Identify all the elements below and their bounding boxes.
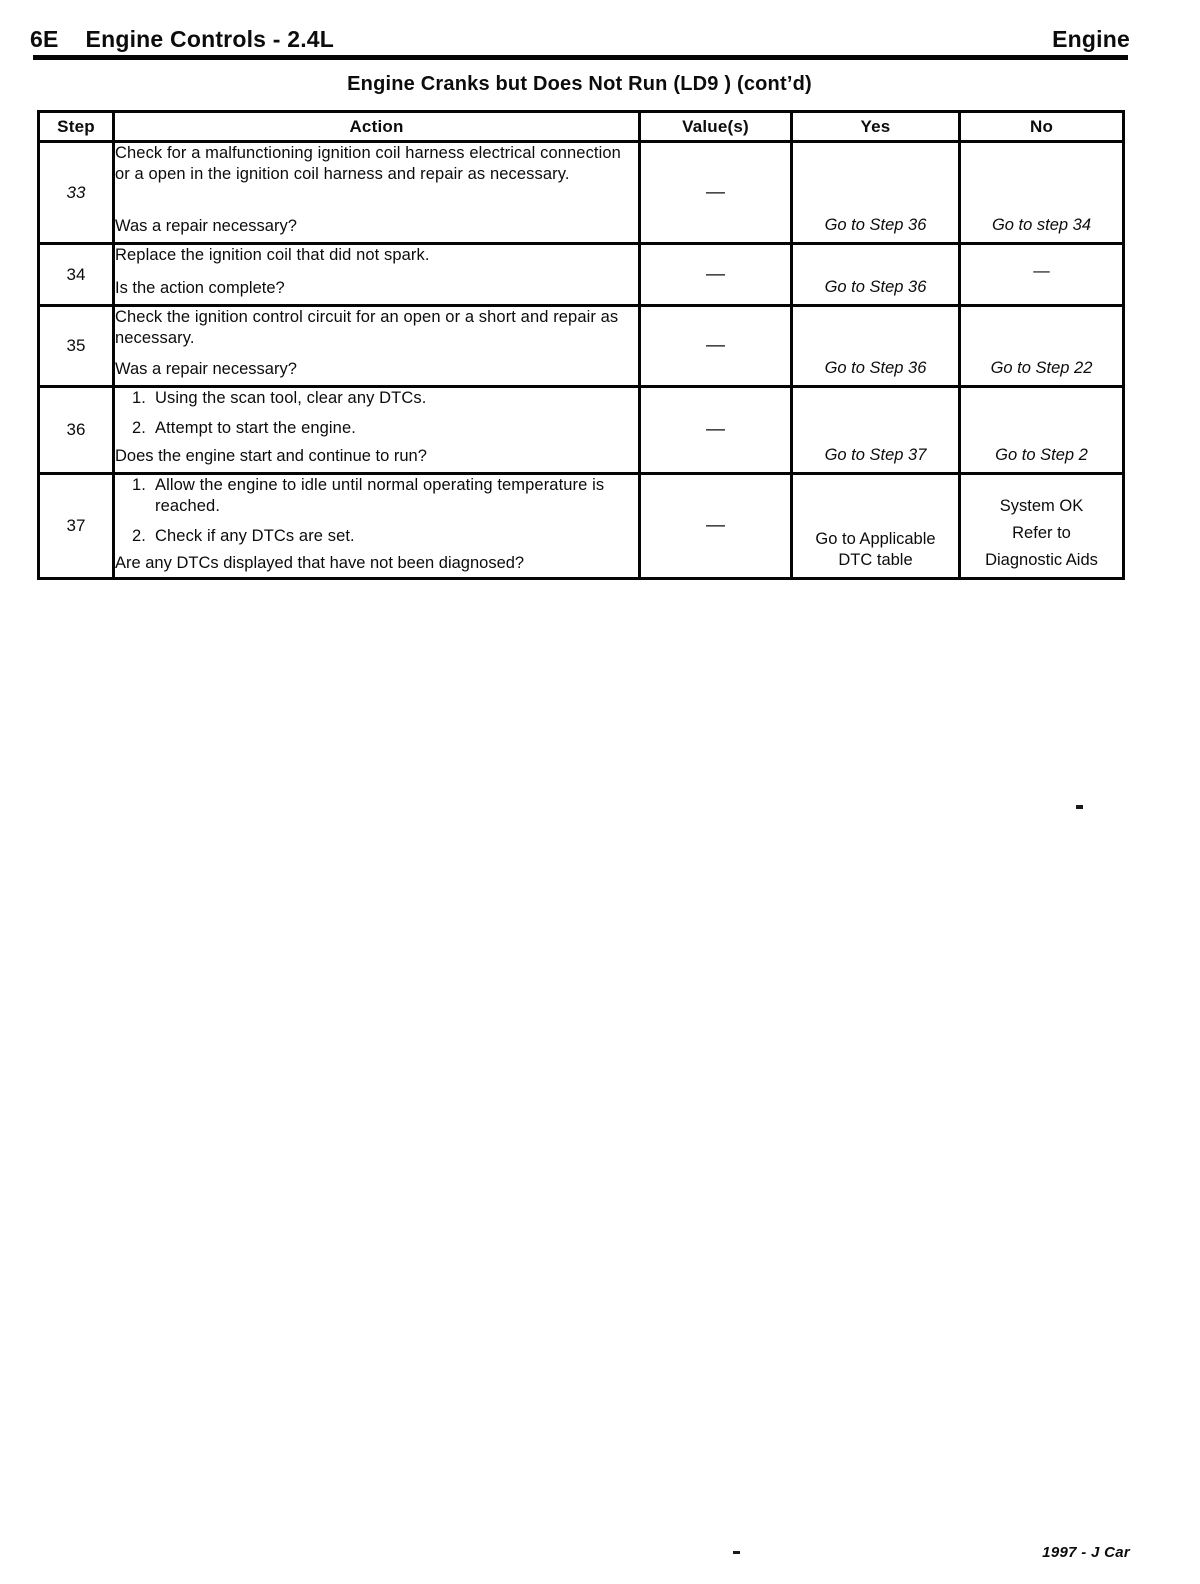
- table-body: [39, 142, 1124, 579]
- action-question: Does the engine start and continue to run?: [115, 447, 427, 465]
- action-question: Is the action complete?: [115, 279, 285, 297]
- list-number: 1.: [132, 389, 146, 407]
- no-content: [961, 307, 1122, 379]
- action-paragraph: Check the ignition control circuit for an open or a short and repair as necessary.: [115, 308, 619, 347]
- table-row: [39, 474, 1124, 579]
- list-number: 1.: [132, 476, 146, 494]
- yes-cell: [792, 387, 960, 474]
- step-number: 35: [66, 336, 86, 355]
- action-content: [115, 143, 638, 236]
- yes-line: DTC table: [838, 551, 913, 569]
- yes-line: Go to Step 36: [824, 359, 927, 377]
- yes-line: Go to Applicable: [815, 530, 936, 548]
- no-line: —: [1033, 262, 1050, 280]
- list-text: Using the scan tool, clear any DTCs.: [155, 389, 427, 407]
- action-cell: [114, 244, 640, 306]
- action-list-item: [115, 526, 638, 547]
- action-text: [115, 143, 638, 185]
- action-list-item: [115, 475, 638, 517]
- step-number: 34: [66, 264, 86, 284]
- header-left: [30, 26, 334, 53]
- yes-cell: [792, 244, 960, 306]
- action-cell: [114, 474, 640, 579]
- action-cell: [114, 142, 640, 244]
- value-cell: —: [640, 387, 792, 474]
- step-number-cell: [39, 306, 114, 387]
- footer-text: 1997 - J Car: [1042, 1544, 1130, 1561]
- action-question: Are any DTCs displayed that have not been diagnosed?: [115, 554, 525, 572]
- step-number-cell: [39, 142, 114, 244]
- no-content: [961, 245, 1122, 298]
- action-paragraph: Check for a malfunctioning ignition coil harness electrical connection or a open in the ignition coil harness and repair as necessary.: [115, 144, 621, 183]
- step-number: 36: [66, 420, 86, 439]
- list-text: Allow the engine to idle until normal operating temperature is reached.: [155, 476, 605, 515]
- no-content: [961, 143, 1122, 236]
- value-cell: —: [640, 306, 792, 387]
- no-line: Go to Step 2: [995, 446, 1088, 464]
- yes-cell: [792, 142, 960, 244]
- action-content: [115, 388, 638, 466]
- no-cell: [960, 306, 1124, 387]
- yes-line: Go to Step 36: [824, 216, 927, 234]
- yes-content: [793, 143, 958, 236]
- no-line: Diagnostic Aids: [985, 551, 1098, 569]
- table-row: [39, 142, 1124, 244]
- action-text: [115, 307, 638, 349]
- action-content: [115, 307, 638, 379]
- no-cell: [960, 387, 1124, 474]
- yes-content: [793, 475, 958, 571]
- yes-cell: [792, 306, 960, 387]
- section-code: 6E: [30, 26, 59, 52]
- no-content: [961, 475, 1122, 571]
- no-content: [961, 388, 1122, 466]
- value-cell: —: [640, 142, 792, 244]
- step-number-cell: [39, 474, 114, 579]
- yes-line: Go to Step 37: [824, 446, 927, 464]
- no-cell: [960, 474, 1124, 579]
- column-header: Step: [39, 112, 114, 142]
- action-list-item: [115, 388, 638, 409]
- action-text: [115, 475, 638, 547]
- header-right-label: Engine: [1052, 26, 1130, 52]
- no-line: Go to Step 22: [990, 359, 1093, 377]
- step-number-cell: [39, 244, 114, 306]
- list-number: 2.: [132, 419, 146, 437]
- section-title: Engine Controls - 2.4L: [85, 26, 335, 52]
- step-number: 37: [66, 516, 86, 535]
- action-text: [115, 245, 638, 266]
- scan-speck: [733, 1551, 740, 1554]
- step-number: 33: [66, 182, 86, 202]
- table-header-row: [39, 112, 1124, 142]
- no-line: Refer to: [1012, 524, 1071, 542]
- no-cell: [960, 244, 1124, 306]
- table-row: [39, 244, 1124, 306]
- scan-speck: [1076, 805, 1083, 809]
- action-list-item: [115, 418, 638, 439]
- list-number: 2.: [132, 527, 146, 545]
- value-cell: —: [640, 244, 792, 306]
- action-content: [115, 475, 638, 573]
- yes-content: [793, 245, 958, 298]
- yes-line: Go to Step 36: [824, 278, 927, 296]
- action-paragraph: Replace the ignition coil that did not spark.: [115, 246, 430, 264]
- yes-cell: [792, 474, 960, 579]
- list-text: Check if any DTCs are set.: [155, 527, 355, 545]
- table-row: [39, 306, 1124, 387]
- no-line: System OK: [999, 497, 1084, 515]
- column-header: Action: [114, 112, 640, 142]
- table-title: Engine Cranks but Does Not Run (LD9 ) (cont’d): [347, 73, 812, 95]
- diagnostic-table: [37, 110, 1125, 580]
- step-number-cell: [39, 387, 114, 474]
- action-text: [115, 388, 638, 439]
- page-header: [30, 26, 1130, 53]
- column-header: Value(s): [640, 112, 792, 142]
- yes-content: [793, 388, 958, 466]
- column-header: Yes: [792, 112, 960, 142]
- no-cell: [960, 142, 1124, 244]
- column-header: No: [960, 112, 1124, 142]
- action-question: Was a repair necessary?: [115, 217, 297, 235]
- no-line: Go to step 34: [991, 216, 1092, 234]
- value-cell: —: [640, 474, 792, 579]
- action-question: Was a repair necessary?: [115, 360, 297, 378]
- action-cell: [114, 306, 640, 387]
- table-row: [39, 387, 1124, 474]
- action-content: [115, 245, 638, 298]
- yes-content: [793, 307, 958, 379]
- header-rule: [33, 55, 1128, 60]
- action-cell: [114, 387, 640, 474]
- list-text: Attempt to start the engine.: [155, 419, 356, 437]
